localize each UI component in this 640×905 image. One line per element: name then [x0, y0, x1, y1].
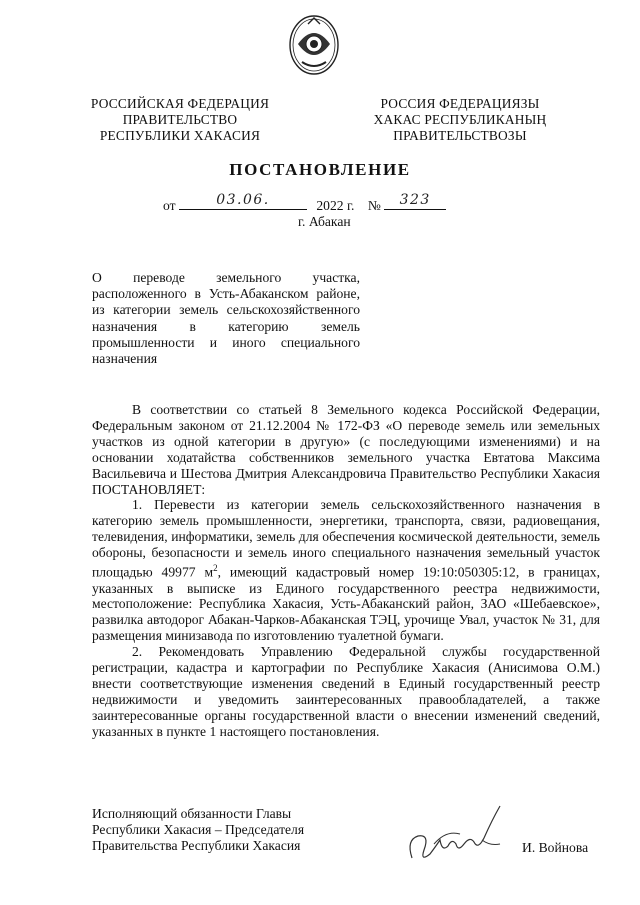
date-field [179, 192, 307, 210]
number-sign: № [367, 198, 381, 213]
date-prefix: от [163, 198, 176, 213]
subject-line: промышленности и иного специального [92, 334, 360, 350]
item-1-superscript: 2 [213, 563, 218, 574]
subject-line: расположенного в Усть-Абаканском районе, [92, 286, 360, 302]
number-field [384, 192, 446, 210]
header-right-line: РОССИЯ ФЕДЕРАЦИЯЗЫ [380, 96, 540, 111]
header-right-line: ПРАВИТЕЛЬСТВОЗЫ [393, 128, 527, 143]
date-number-line [163, 192, 446, 214]
item-1-text-b: , имеющий кадастровый номер 19:10:050305:12, в границах, указанных в выписке из Единого государственного реестра недвижимости, местоположение: Республика Хакасия, Усть-Абаканский район, ЗАО «Шебаевское», развилка автодорог Абакан-Чарков-Абаканская ТЭЦ, урочище Увал, участок № 31, для размещения минизавода по изготовлению туалетной бумаги. [92, 564, 600, 644]
city-label: г. Абакан [298, 214, 351, 229]
subject-line: О переводе земельного участка, [92, 270, 360, 285]
position-line: Республики Хакасия – Председателя [92, 822, 305, 837]
number-handwritten: 323 [399, 192, 431, 208]
document-body [92, 402, 600, 740]
position-line: Исполняющий обязанности Главы [92, 806, 292, 821]
header-right-line: ХАКАС РЕСПУБЛИКАНЫҢ [373, 112, 547, 127]
header-left-line: ПРАВИТЕЛЬСТВО [122, 112, 238, 127]
subject-line: назначения в категорию земель [92, 318, 360, 334]
preamble-paragraph: В соответствии со статьей 8 Земельного кодекса Российской Федерации, Федеральным законом от 21.12.2004 № 172-ФЗ «О переводе земель или земельных участков из одной категории в другую» (с последующими изменениями) и на основании ходатайства собственников земельного участка Евтатова Максима Васильевича и Шестова Дмитрия Александровича Правительство Республики Хакасия ПОСТАНОВЛЯЕТ: [92, 402, 600, 497]
item-1-text-a: 1. Перевести из категории земель сельскохозяйственного назначения в категорию земель промышленности, энергетики, транспорта, связи, радиовещания, телевидения, информатики, земель для обеспечения космической деятельности, земель обороны, безопасности и земель иного специального назначения земельный участок площадью 49977 м [92, 497, 600, 580]
coat-of-arms-emblem [288, 14, 340, 76]
year-label: 2022 г. [316, 198, 355, 213]
subject-line: из категории земель сельскохозяйственного [92, 302, 360, 318]
date-handwritten: 03.06. [216, 192, 270, 208]
header-right-khakas [360, 96, 560, 144]
signatory-position [92, 806, 304, 854]
handwritten-signature [400, 800, 510, 870]
item-2-paragraph: 2. Рекомендовать Управлению Федеральной службы государственной регистрации, кадастра и картографии по Республике Хакасия (Анисимова О.М.) внести соответствующие изменения сведений в Единый государственный реестр недвижимости и уведомить заинтересованных правообладателей, а также заинтересованные органы государственной власти о внесении изменений сведений, указанных в пункте 1 настоящего постановления. [92, 644, 600, 739]
header-left-line: РЕСПУБЛИКИ ХАКАСИЯ [99, 128, 261, 143]
header-left-line: РОССИЙСКАЯ ФЕДЕРАЦИЯ [90, 96, 270, 111]
header-left-russian [80, 96, 280, 144]
item-1-paragraph [92, 497, 600, 644]
document-title: ПОСТАНОВЛЕНИЕ [229, 160, 411, 179]
subject-line: назначения [92, 351, 158, 367]
subject-block [92, 270, 360, 367]
signer-name: И. Войнова [522, 840, 589, 855]
position-line: Правительства Республики Хакасия [92, 838, 301, 853]
